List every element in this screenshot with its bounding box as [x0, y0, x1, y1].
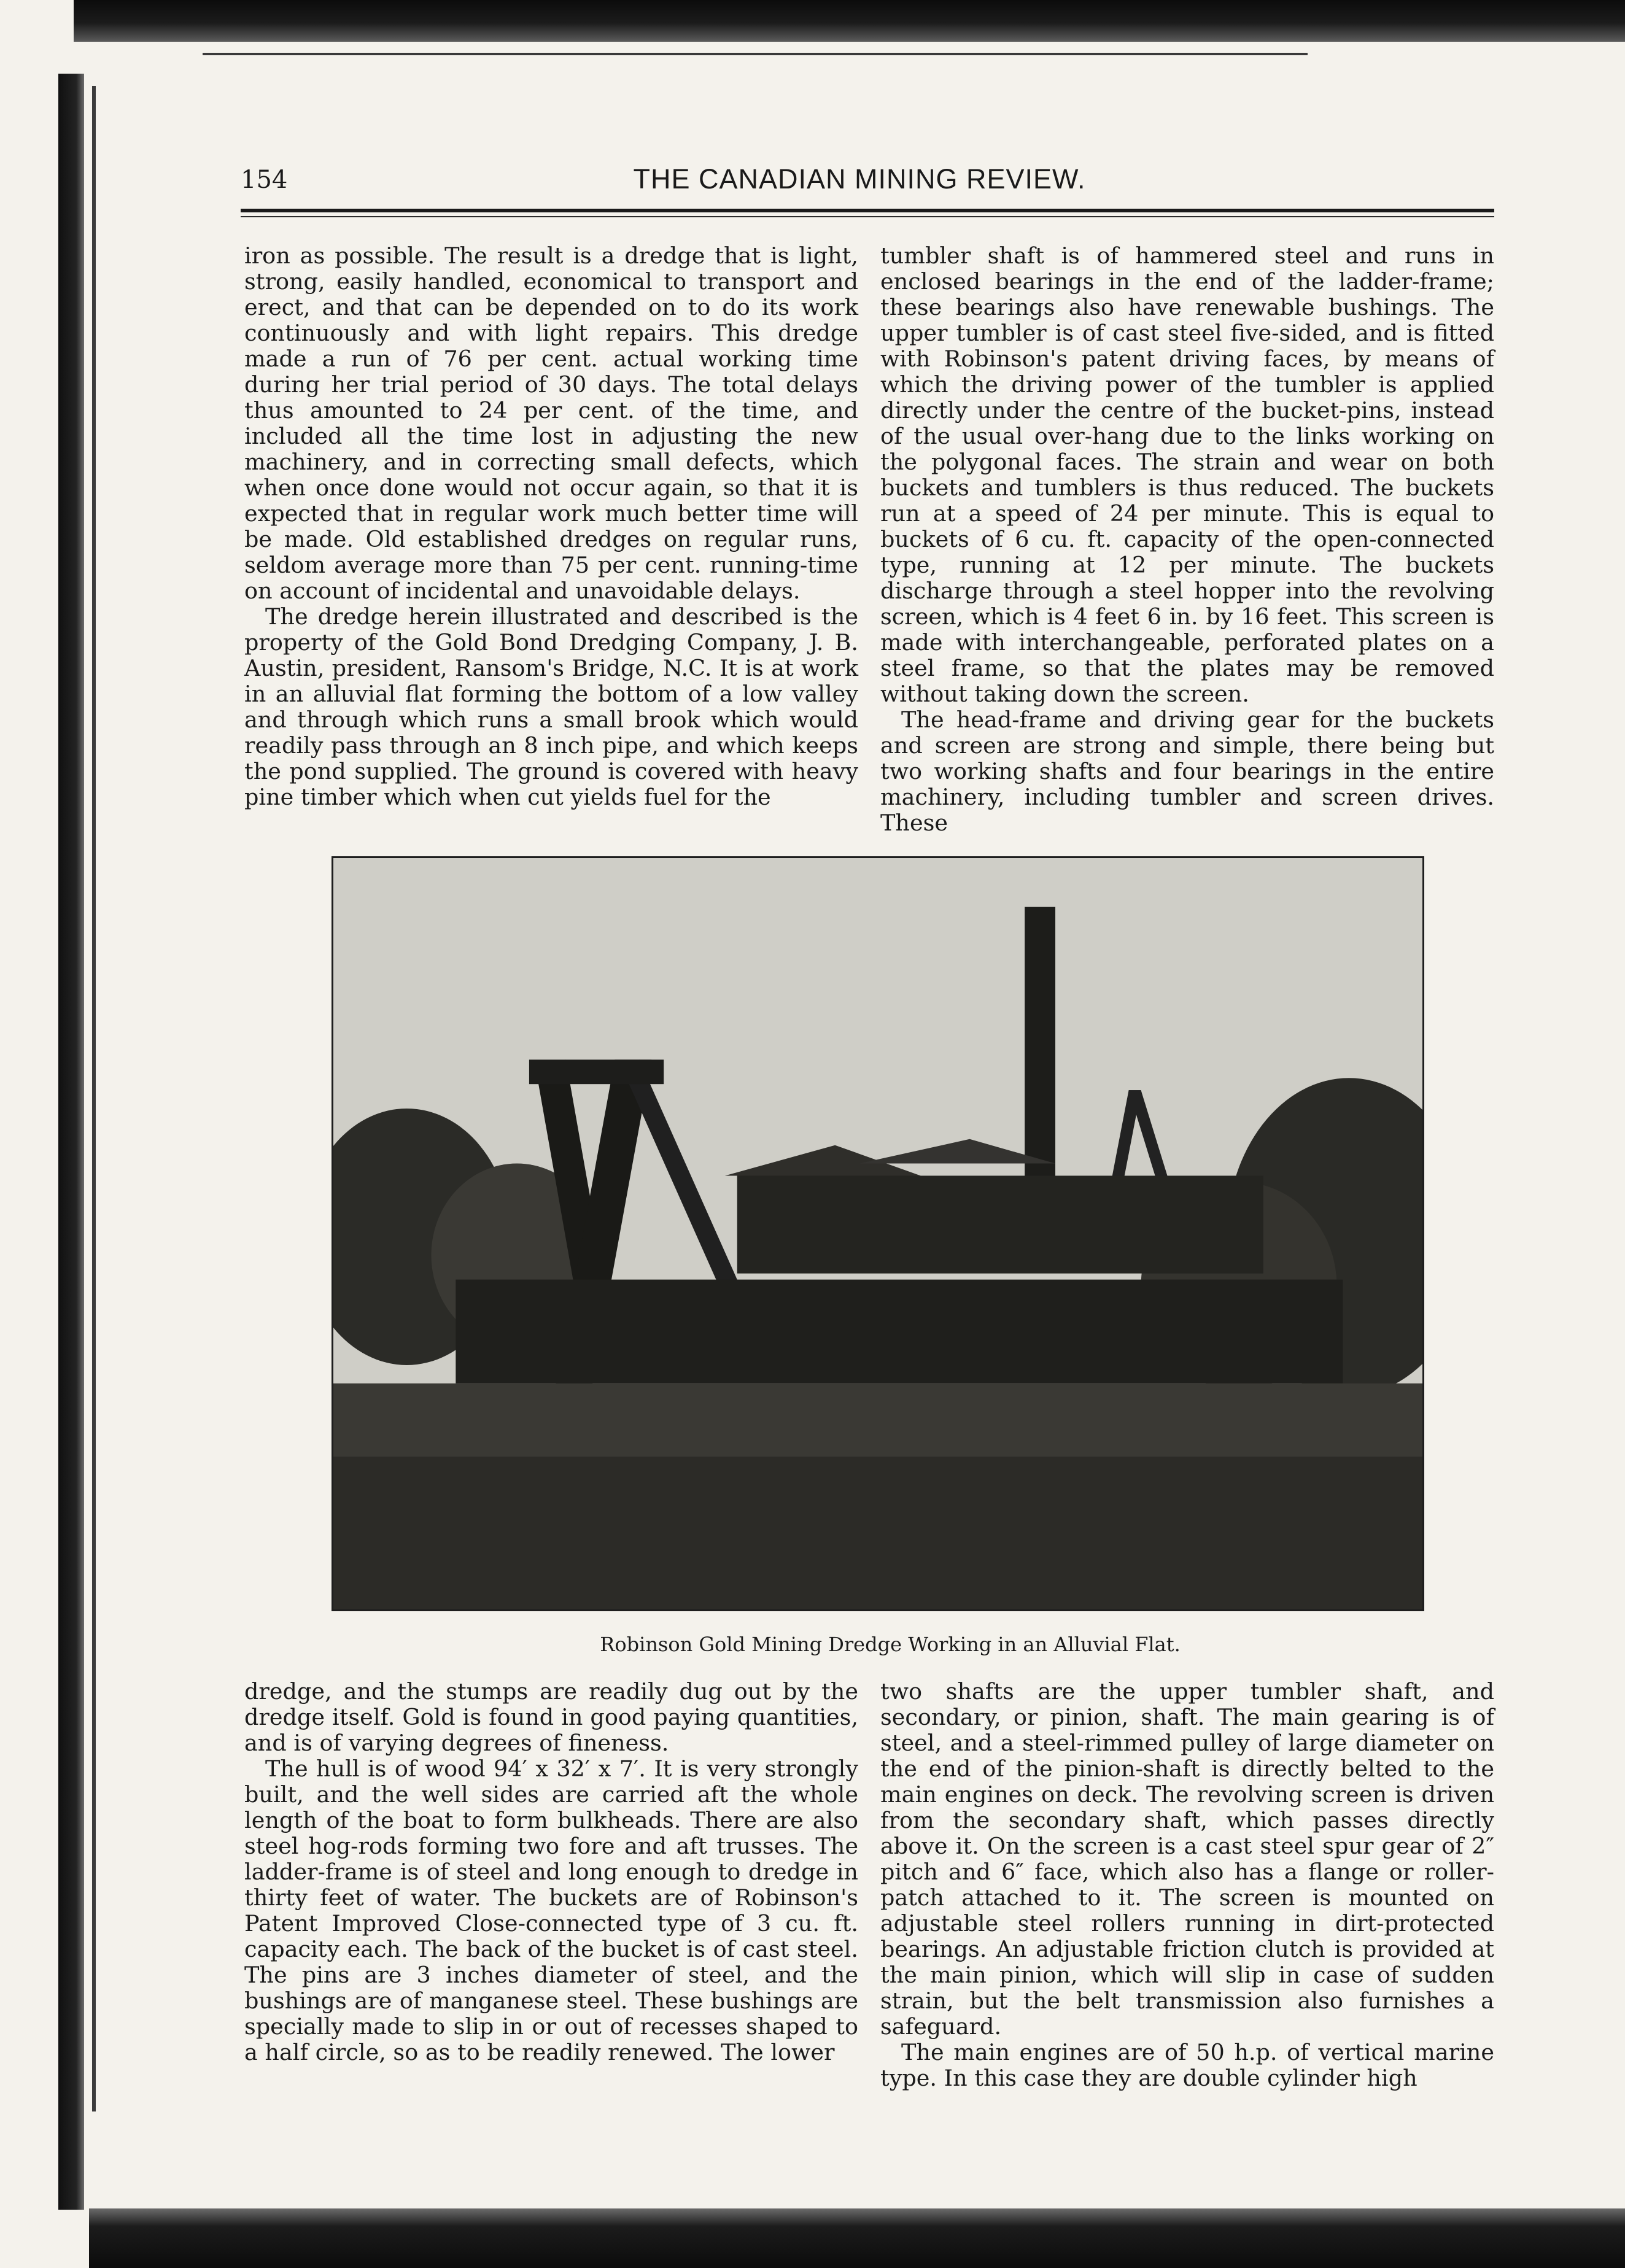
dredge-photograph — [332, 856, 1424, 1611]
scan-line-left — [92, 86, 96, 2111]
figure-caption: Robinson Gold Mining Dredge Working in an Alluvial Flat. — [600, 1633, 1181, 1656]
scan-border-top — [74, 0, 1625, 42]
column-lower-left — [244, 1679, 858, 2078]
column-lower-right — [880, 1678, 1494, 2091]
column-upper-right — [880, 242, 1494, 836]
header-rule-thin — [241, 216, 1494, 217]
scan-line — [203, 53, 1308, 55]
paragraph: The hull is of wood 94′ x 32′ x 7′. It is very strongly built, and the well sides are carried aft the whole length of the boat to form bulkheads. There are also steel hog-rods forming two fore and aft trusses. The ladder-frame is of steel and long enough to dredge in thirty feet of water. The buckets are of Robinson's Patent Improved Close-connected type of 3 cu. ft. capacity each. The back of the bucket is of cast steel. The pins are 3 inches diameter of steel, and the bushings are of manganese steel. These bushings are specially made to slip in or out of recesses shaped to a half circle, so as to be readily renewed. The lower — [244, 1755, 858, 2065]
scan-border-bottom — [89, 2208, 1625, 2268]
column-upper-left — [244, 243, 858, 808]
paragraph: two shafts are the upper tumbler shaft, and secondary, or pinion, shaft. The main gearing is of steel, and a steel-rimmed pulley of large diameter on the end of the pinion-shaft is directly belted to the main engines on deck. The revolving screen is driven from the secondary shaft, which passes directly above it. On the screen is a cast steel spur gear of 2″ pitch and 6″ face, which also has a flange or roller-patch attached to it. The screen is mounted on adjustable steel rollers running in dirt-protected bearings. An adjustable friction clutch is provided at the main pinion, which will slip in case of sudden strain, but the belt transmission also furnishes a safeguard. — [880, 1678, 1494, 2040]
journal-title: THE CANADIAN MINING REVIEW. — [633, 163, 1086, 195]
paragraph: tumbler shaft is of hammered steel and runs in enclosed bearings in the end of the ladder-frame; these bearings also have renewable bushings. The upper tumbler is of cast steel five-sided, and is fitted with Robinson's patent driving faces, by means of which the driving power of the tumbler is applied directly under the centre of the bucket-pins, instead of the usual over-hang due to the links working on the polygonal faces. The strain and wear on both buckets and tumblers is thus reduced. The buckets run at a speed of 24 per minute. This is equal to buckets of 6 cu. ft. capacity of the open-connected type, running at 12 per minute. The buckets discharge through a steel hopper into the revolving screen, which is 4 feet 6 in. by 16 feet. This screen is made with interchangeable, perforated plates on a steel frame, so that the plates may be removed without taking down the screen. — [880, 242, 1494, 707]
paragraph: iron as possible. The result is a dredge that is light, strong, easily handled, economical to transport and erect, and that can be depended on to do its work continuously and with light repairs. This dredge made a run of 76 per cent. actual working time during her trial period of 30 days. The total delays thus amounted to 24 per cent. of the time, and included all the time lost in adjusting the new machinery, and in correcting small defects, which when once done would not occur again, so that it is expected that in regular work much better time will be made. Old established dredges on regular runs, seldom average more than 75 per cent. running-time on account of incidental and unavoidable delays. — [244, 242, 858, 604]
paragraph: The head-frame and driving gear for the buckets and screen are strong and simple, there being but two working shafts and four bearings in the entire machinery, including tumbler and screen drives. These — [880, 706, 1494, 836]
paragraph: The dredge herein illustrated and described is the property of the Gold Bond Dredging Company, J. B. Austin, president, Ransom's Bridge, N.C. It is at work in an alluvial flat forming the bottom of a low valley and through which runs a small brook which would readily pass through an 8 inch pipe, and which keeps the pond supplied. The ground is covered with heavy pine timber which when cut yields fuel for the — [244, 603, 858, 810]
paragraph: dredge, and the stumps are readily dug out by the dredge itself. Gold is found in good paying quantities, and is of varying degrees of fineness. — [244, 1678, 858, 1756]
page-number: 154 — [241, 166, 288, 194]
photo-illustration — [333, 858, 1422, 1609]
header-rule — [241, 209, 1494, 212]
scan-border-left — [58, 74, 84, 2210]
paragraph: The main engines are of 50 h.p. of vertical marine type. In this case they are double cylinder high — [880, 2039, 1494, 2091]
